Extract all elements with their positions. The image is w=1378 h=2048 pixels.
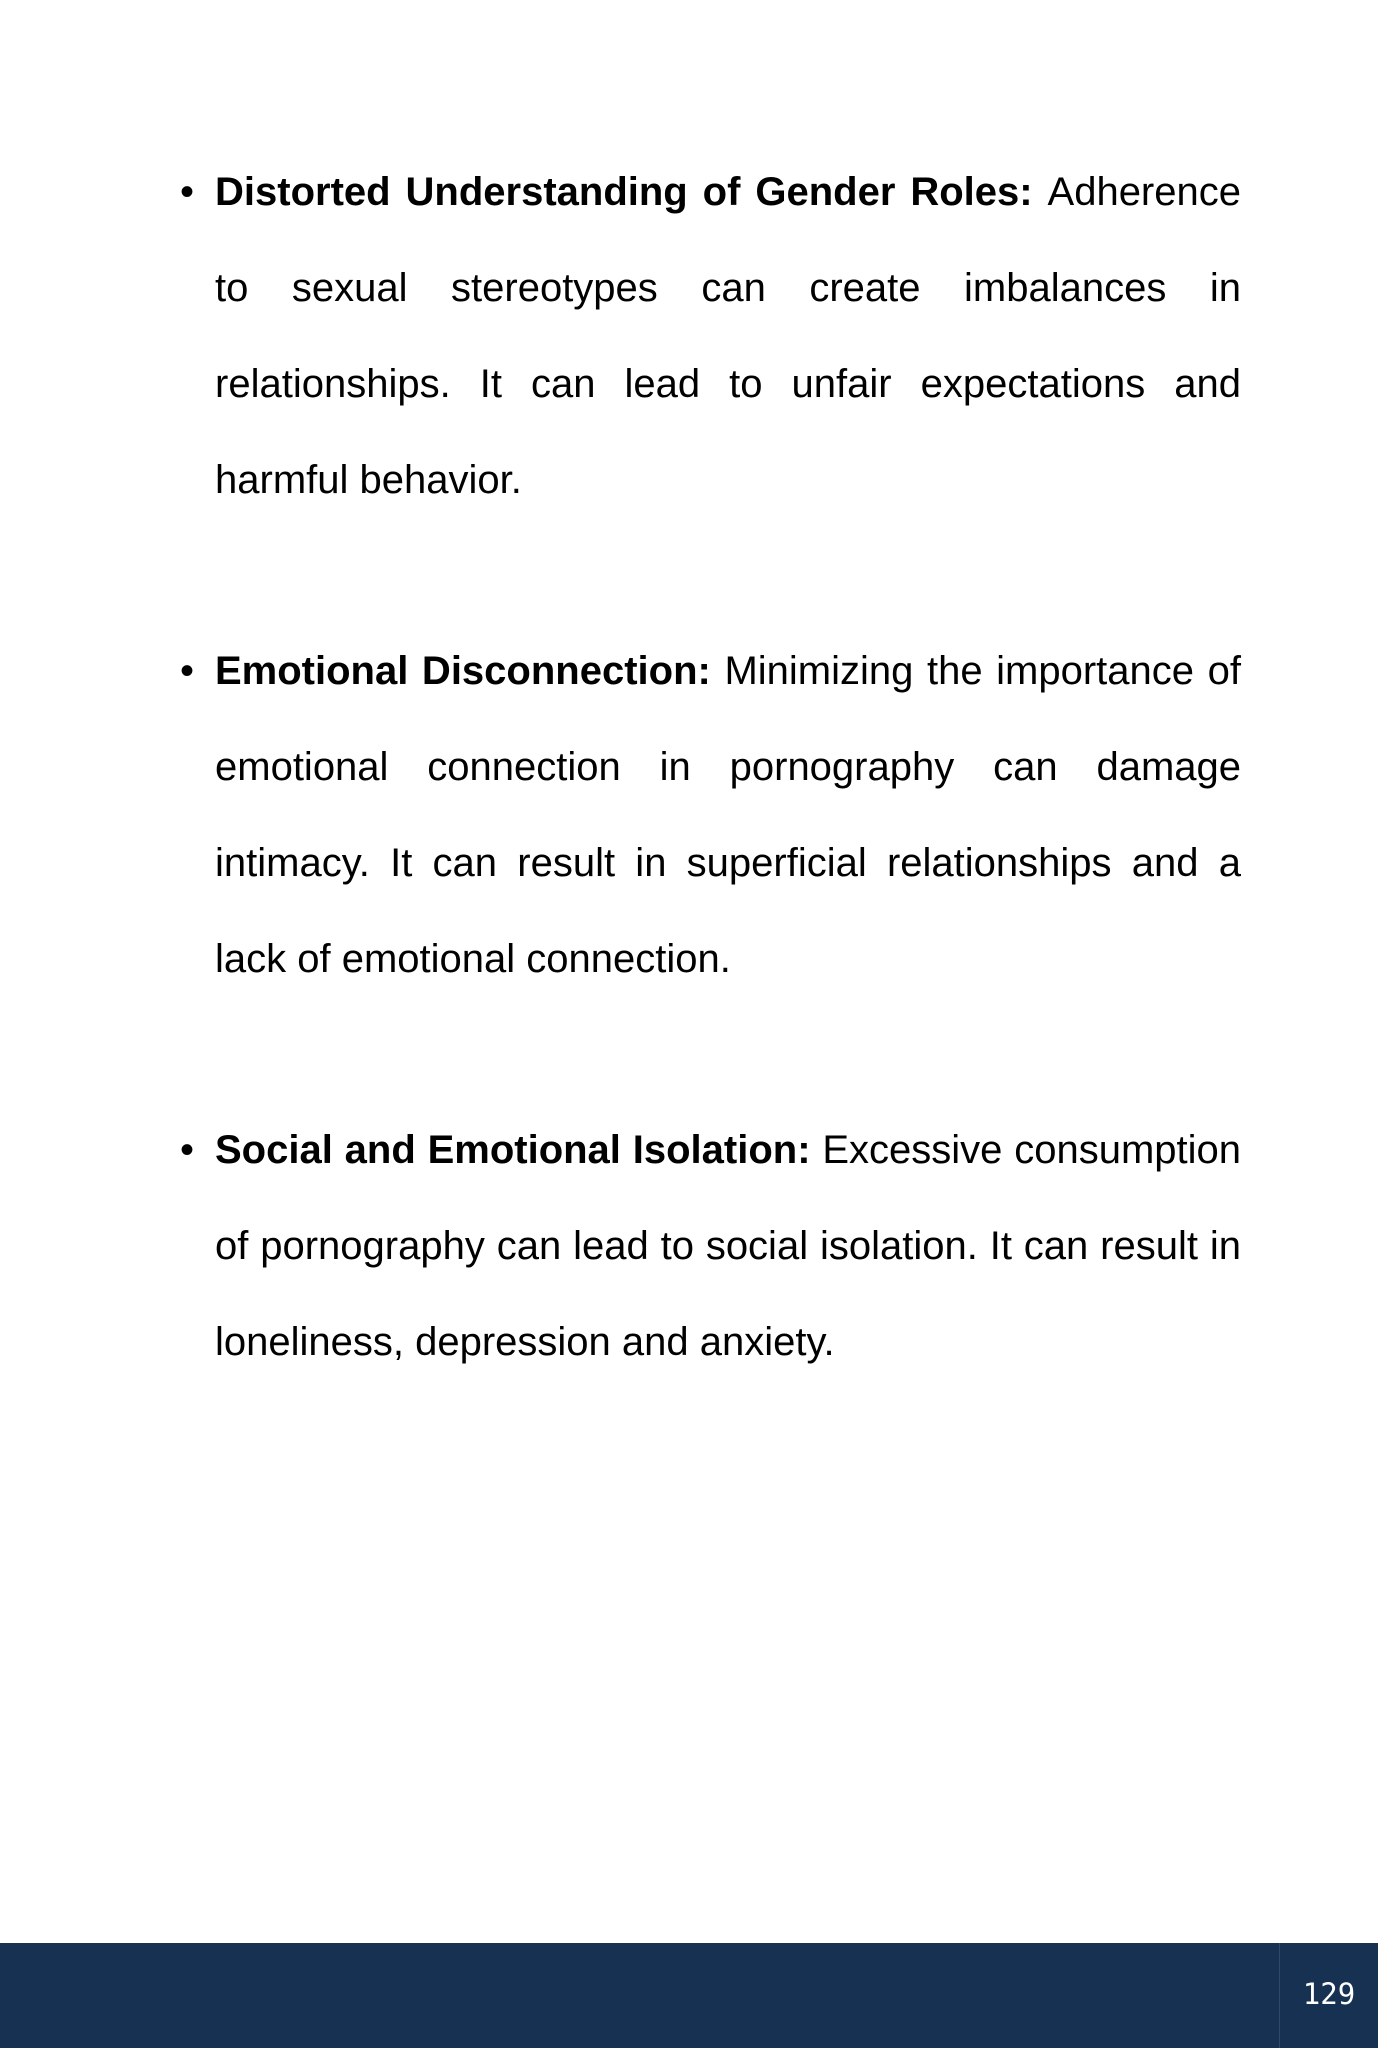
bullet-text: Adherence to sexual stereotypes can create imbalances in relationships. It can lead to unfair expectations and harmful behavior. [215,170,1241,502]
list-item [180,623,1241,1007]
page-number: 129 [1302,1976,1356,2011]
page-number-box [1279,1943,1378,2048]
bullet-heading: Distorted Understanding of Gender Roles: [215,170,1048,214]
bullet-icon: • [180,170,195,214]
bullet-heading: Emotional Disconnection: [215,649,725,693]
bullet-text: Minimizing the importance of emotional connection in pornography can damage intimacy. It can result in superficial relationships and a lack of emotional connection. [215,649,1241,981]
bullet-icon: • [180,1128,195,1172]
bullet-icon: • [180,649,195,693]
bullet-text: Excessive consumption of pornography can lead to social isolation. It can result in loneliness, depression and anxiety. [215,1128,1241,1364]
list-item [180,144,1241,528]
footer-bar [0,1943,1378,2048]
list-item [180,1102,1241,1390]
bullet-heading: Social and Emotional Isolation: [215,1128,823,1172]
